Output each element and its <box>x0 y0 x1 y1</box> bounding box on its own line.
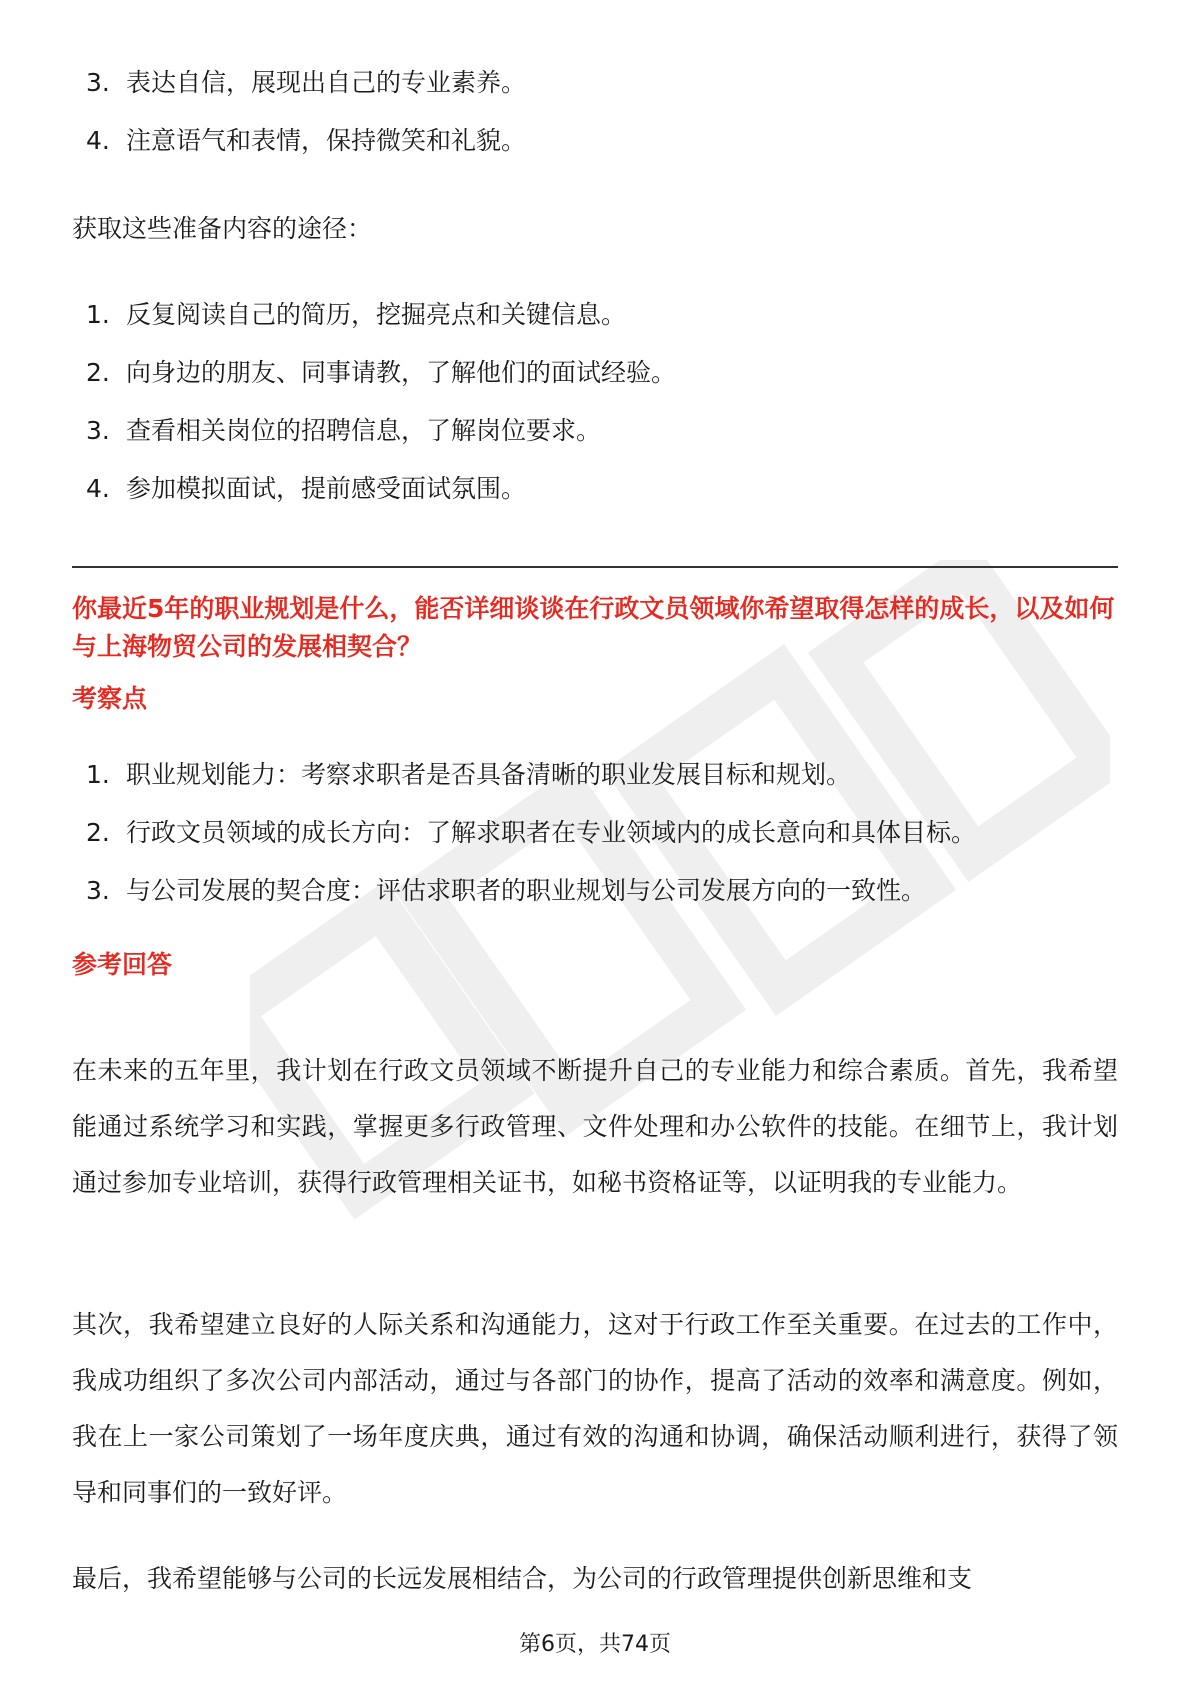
list-text: 行政文员领域的成长方向：了解求职者在专业领域内的成长意向和具体目标。 <box>126 818 977 847</box>
list-number: 4. <box>86 126 110 155</box>
list-text: 反复阅读自己的简历，挖掘亮点和关键信息。 <box>126 300 627 329</box>
examine-points-heading: 考察点 <box>72 684 148 713</box>
list-text: 职业规划能力：考察求职者是否具备清晰的职业发展目标和规划。 <box>126 760 852 789</box>
list-text: 与公司发展的契合度：评估求职者的职业规划与公司发展方向的一致性。 <box>126 876 927 905</box>
answer-paragraph: 其次，我希望建立良好的人际关系和沟通能力，这对于行政工作至关重要。在过去的工作中，我成功组织了多次公司内部活动，通过与各部门的协作，提高了活动的效率和满意度。例如，我在上一家公司策划了一场年度庆典，通过有效的沟通和协调，确保活动顺利进行，获得了领导和同事们的一致好评。 <box>72 1310 1118 1507</box>
list-number: 2. <box>86 818 110 847</box>
answer-paragraph: 最后，我希望能够与公司的长远发展相结合，为公司的行政管理提供创新思维和支 <box>72 1564 973 1593</box>
preparation-ways-list <box>72 298 1118 530</box>
list-number: 4. <box>86 474 110 503</box>
answer-paragraph: 在未来的五年里，我计划在行政文员领域不断提升自己的专业能力和综合素质。首先，我希望能通过系统学习和实践，掌握更多行政管理、文件处理和办公软件的技能。在细节上，我计划通过参加专业培训，获得行政管理相关证书，如秘书资格证等，以证明我的专业能力。 <box>72 1056 1118 1197</box>
reference-answer-heading: 参考回答 <box>72 950 173 979</box>
list-item <box>72 758 1118 792</box>
list-item <box>72 298 1118 332</box>
list-text: 查看相关岗位的招聘信息，了解岗位要求。 <box>126 416 602 445</box>
list-text: 向身边的朋友、同事请教，了解他们的面试经验。 <box>126 358 677 387</box>
list-text: 参加模拟面试，提前感受面试氛围。 <box>126 474 527 503</box>
list-item <box>72 472 1118 506</box>
list-number: 3. <box>86 416 110 445</box>
list-number: 3. <box>86 876 110 905</box>
ways-intro: 获取这些准备内容的途径： <box>72 214 373 243</box>
list-item <box>72 816 1118 850</box>
section-divider <box>72 566 1118 568</box>
list-number: 3. <box>86 68 110 97</box>
examine-points-list <box>72 758 1118 932</box>
page-number-footer: 第6页，共74页 <box>519 1632 671 1657</box>
preparation-tips-list <box>72 66 1118 182</box>
list-item <box>72 414 1118 448</box>
list-number: 1. <box>86 300 110 329</box>
list-item <box>72 356 1118 390</box>
list-number: 1. <box>86 760 110 789</box>
list-number: 2. <box>86 358 110 387</box>
list-item <box>72 66 1118 100</box>
interview-question: 你最近5年的职业规划是什么，能否详细谈谈在行政文员领域你希望取得怎样的成长，以及如何与上海物贸公司的发展相契合？ <box>72 594 1115 661</box>
list-text: 注意语气和表情，保持微笑和礼貌。 <box>126 126 527 155</box>
list-text: 表达自信，展现出自己的专业素养。 <box>126 68 527 97</box>
list-item <box>72 124 1118 158</box>
list-item <box>72 874 1118 908</box>
